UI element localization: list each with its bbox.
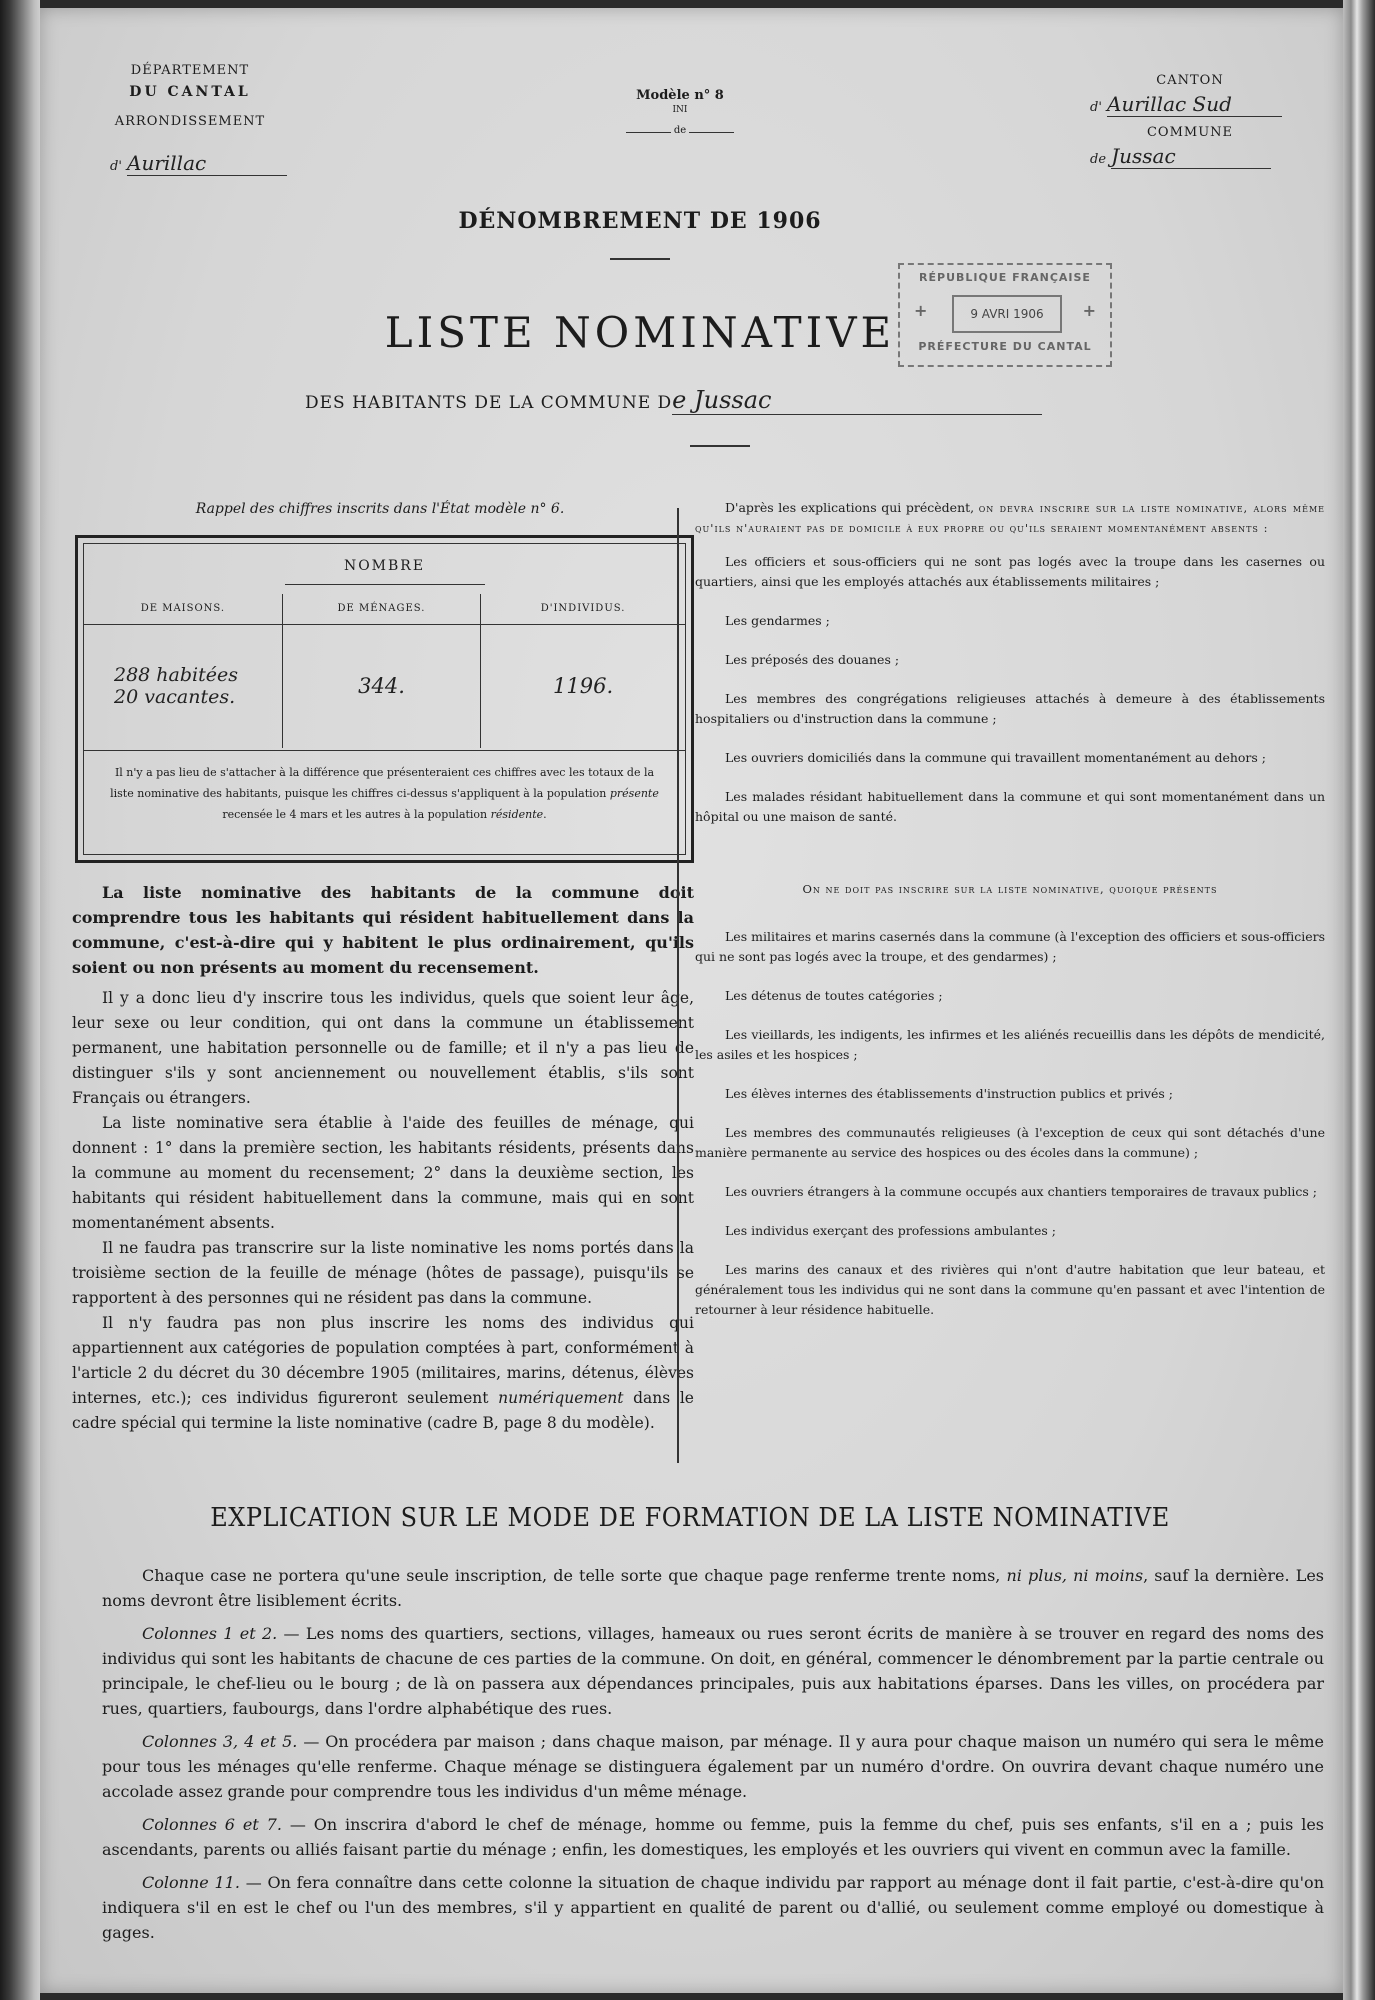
right-column [695,498,1325,1320]
left-para-2: Il y a donc lieu d'y inscrire tous les individus, quels que soient leur âge, leur sexe ou leur condition, qui ont dans la commune un établissement permanent, une habitation personnelle ou de famille; et il n'y a pas lieu de distinguer s'ils y sont anciennement ou nouvellement établis, s'ils sont Français ou étrangers. [72,989,694,1107]
colonnes-3-4-5: Colonnes 3, 4 et 5. — On procédera par maison ; dans chaque maison, par ménage. Il y aura pour chaque maison un numéro qui sera le même pour tous les ménages qu'elle renferme. Chaque ménage se distinguera également par un numéro d'ordre. On ouvrira devant chaque numéro une accolade assez grande pour comprendre tous les individus d'un même ménage. [102,1732,1325,1801]
nombre-table [75,535,694,863]
individus-value: 1196. [553,674,614,699]
ne-pas-item: Les membres des communautés religieuses (à l'exception de ceux qui sont détachés d'une manière permanente au service des hospices ou des écoles dans la commune) ; [695,1125,1325,1160]
inscrire-item: Les membres des congrégations religieuses attachés à demeure à des établissements hospitaliers ou d'instruction dans la commune ; [695,691,1325,726]
prefecture-stamp: RÉPUBLIQUE FRANÇAISE 9 AVRI 1906 + + PRÉFECTURE DU CANTAL [898,263,1112,367]
left-para-5: Il n'y faudra pas non plus inscrire les noms des individus qui appartiennent aux catégories de population comptées à part, conformément à l'article 2 du décret du 30 décembre 1905 (militaires, marins, détenus, élèves internes, etc.); ces individus figureront seulement numériquement dans le cadre spécial qui termine la liste nominative (cadre B, page 8 du modèle). [72,1314,694,1432]
arrondissement-prefix: d' [110,159,122,174]
col-individus-header: D'INDIVIDUS. [481,594,685,624]
page-edge [1343,0,1375,2000]
explication-body [102,1563,1324,1945]
left-para-1: La liste nominative des habitants de la commune doit comprendre tous les habitants qui résident habituellement dans la commune, c'est-à-dire qui y habitent le plus ordinairement, qu'ils soient ou non présents au moment du recensement. [72,883,694,977]
de-label: de [600,125,760,136]
ne-pas-item: Les détenus de toutes catégories ; [725,988,943,1003]
ini-label: INI [672,105,688,115]
menages-value: 344. [282,624,480,748]
inscrire-item: Les officiers et sous-officiers qui ne sont pas logés avec la troupe dans les casernes ou quartiers, ainsi que les employés attachés aux établissements militaires ; [695,554,1325,589]
maisons-vacantes: 20 vacantes. [114,686,236,709]
canton-value: Aurillac Sud [1107,92,1282,117]
nombre-heading: NOMBRE [343,558,426,574]
explication-intro: Chaque case ne portera qu'une seule inscription, de telle sorte que chaque page renferme trente noms, ni plus, ni moins, sauf la dernière. Les noms devront être lisiblement écrits. [102,1566,1324,1610]
document-page [40,8,1343,1993]
ne-pas-item: Les individus exerçant des professions ambulantes ; [725,1223,1056,1238]
arrondissement-value: Aurillac [127,151,287,176]
colonnes-6-7: Colonnes 6 et 7. — On inscrira d'abord le chef de ménage, homme ou femme, puis la femme du chef, puis ses enfants, s'il en a ; puis les ascendants, parents ou alliés faisant partie du ménage ; enfin, les domestiques, les employés et les ouvriers qui vivent en commun avec la famille. [102,1815,1325,1859]
inscrire-list [695,552,1325,827]
header-right [1090,73,1290,169]
commune-label: COMMUNE [1146,125,1234,140]
departement-value: DU CANTAL [129,84,251,100]
column-divider [677,508,679,1463]
inscrire-item: Les préposés des douanes ; [725,652,900,667]
inscrire-item: Les ouvriers domiciliés dans la commune qui travaillent momentanément au dehors ; [725,750,1266,765]
canton-label: CANTON [1156,73,1224,88]
departement-label: DÉPARTEMENT [130,63,250,78]
ne-pas-item: Les marins des canaux et des rivières qui n'ont d'autre habitation que leur bateau, et généralement tous les individus qui ne sont dans la commune qu'en passant et avec l'intention de retourner à leur résidence habituelle. [695,1262,1325,1317]
ne-pas-item: Les vieillards, les indigents, les infirmes et les aliénés recueillis dans les dépôts de mendicité, les asiles et les hospices ; [695,1027,1325,1062]
liste-title: LISTE NOMINATIVE [384,308,896,357]
habitants-line [305,386,1105,415]
nombre-grid [84,594,685,748]
right-intro: D'après les explications qui précèdent, on devra inscrire sur la liste nominative, alors même qu'ils n'auraient pas de domicile à eux propre ou qu'ils seraient momentanément absents : [695,500,1325,535]
nombre-note: Il n'y a pas lieu de s'attacher à la différence que présenteraient ces chiffres avec les totaux de la liste nominative des habitants, puisque les chiffres ci-dessus s'appliquent à la population présente recensée le 4 mars et les autres à la population résidente. [110,766,659,821]
header-left [100,63,280,175]
commune-line: de Jussac [1090,144,1290,169]
ne-pas-list [695,927,1325,1320]
colonne-11: Colonne 11. — On fera connaître dans cette colonne la situation de chaque individu par rapport au ménage dont il fait partie, c'est-à-dire qu'on indiquera s'il en est le chef ou l'un des membres, s'il y appartient en qualité de parent ou d'allié, ou seulement comme employé ou domestique à gages. [102,1873,1324,1942]
ne-pas-item: Les militaires et marins casernés dans la commune (à l'exception des officiers et sous-officiers qui ne sont pas logés avec la troupe, et des gendarmes) ; [695,929,1325,964]
inscrire-item: Les malades résidant habituellement dans la commune et qui sont momentanément dans un hôpital ou une maison de santé. [695,789,1325,824]
ne-pas-heading: On ne doit pas inscrire sur la liste nominative, quoique présents [802,882,1218,896]
commune-value: Jussac [1111,144,1271,169]
ne-pas-item: Les ouvriers étrangers à la commune occupés aux chantiers temporaires de travaux publics ; [725,1184,1317,1199]
colonnes-1-2: Colonnes 1 et 2. — Les noms des quartiers, sections, villages, hameaux ou rues seront écrits de manière à se trouver en regard des noms des individus qui sont les habitants de chacune de ces parties de la commune. On doit, en général, commencer le dénombrement par la partie centrale ou principale, le chef-lieu ou le bourg ; de là on passera aux dépendances principales, puis aux habitations éparses. Dans les villes, on procédera par rues, quartiers, faubourgs, dans l'ordre alphabétique des rues. [102,1624,1324,1718]
habitants-label: DES HABITANTS DE LA COMMUNE D [305,393,673,413]
ne-pas-item: Les élèves internes des établissements d'instruction publics et privés ; [725,1086,1173,1101]
explication-title: EXPLICATION SUR LE MODE DE FORMATION DE LA LISTE NOMINATIVE [210,1501,1170,1533]
book-binding [0,0,40,2000]
denombrement-title: DÉNOMBREMENT DE 1906 [458,208,822,234]
title-rule-2 [690,445,750,447]
arrondissement-label: ARRONDISSEMENT [114,114,266,129]
maisons-habitees: 288 habitées [114,664,238,687]
commune-name-handwritten: e Jussac [672,386,1042,415]
left-column [72,880,694,1436]
canton-line: d' Aurillac Sud [1090,92,1290,117]
col-menages-header: DE MÉNAGES. [282,594,480,624]
inscrire-item: Les gendarmes ; [725,613,830,628]
left-para-3: La liste nominative sera établie à l'aide des feuilles de ménage, qui donnent : 1° dans la première section, les habitants résidents, présents dans la commune au moment du recensement; 2° dans la deuxième section, les habitants qui résident habituellement dans la commune, mais qui en sont momentanément absents. [72,1114,694,1232]
arrondissement-line [110,151,310,176]
left-para-4: Il ne faudra pas transcrire sur la liste nominative les noms portés dans la troisième section de la feuille de ménage (hôtes de passage), puisqu'ils se rapportent à des personnes qui ne résident pas dans la commune. [72,1239,694,1307]
rappel-caption: Rappel des chiffres inscrits dans l'État modèle n° 6. [195,501,565,517]
stamp-date: 9 AVRI 1906 [952,295,1062,333]
col-maisons-header: DE MAISONS. [84,594,282,624]
title-rule-1 [610,258,670,260]
modele-label: Modèle n° 8 [636,88,724,103]
header-center [600,88,760,136]
maisons-cell [84,624,282,748]
